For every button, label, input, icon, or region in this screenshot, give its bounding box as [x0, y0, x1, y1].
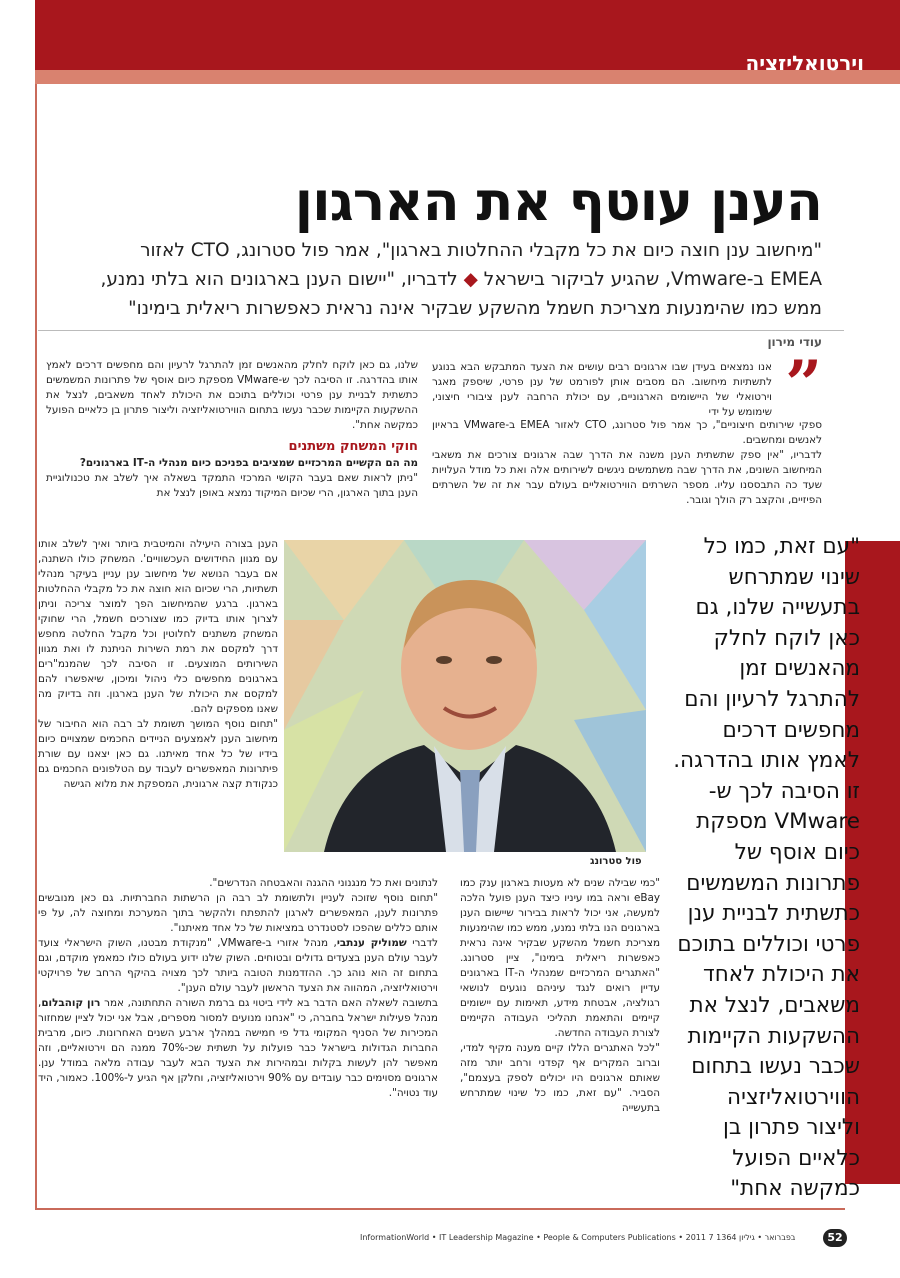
column-2-wrap	[38, 537, 278, 792]
lower-right-para-2: "לכל האתגרים הללו קיים מענה מקיף למדי, וברוב המקרים אף קפדני ורחב יותר מזה שאותם ארגונים היו יכולים לספק בעצמם", הסביר. "עם זאת, כמו כל שינוי שמתרחש בתעשייה	[460, 1042, 660, 1114]
quote-intro-2: בתשובה לשאלה האם הדבר בא לידי ביטוי גם ברמת השורה התחתונה, אמר	[104, 997, 438, 1009]
article-subtitle	[77, 236, 822, 323]
column-1-continue	[432, 418, 822, 508]
section-heading: חוקי המשחק משתנים	[288, 439, 418, 454]
col1-para-2: לדבריו, "אין ספק שתשתית הענן משנה את הדרך שבה ארגונים צורכים את משאבי המיחשוב השונים, את הדרך שבה משתמשים ניגשים לשירותים אלה ואת כל מודל העלויות שעד כה התבססנו עליו. מספר השרתים הווירטואליים בעולם עבר את זה של השרתים הפיזיים, והקצב רק הולך וגובר.	[432, 449, 822, 506]
lower-left-para-4	[38, 996, 438, 1101]
page-number: 52	[823, 1229, 847, 1247]
column-2-bottom	[38, 876, 438, 1101]
subtitle-line-3: ממש כמו שהימנעות מצריכת חשמל מהשקע שבקיר אינה נראית כאפשרות ריאלית בימינו"	[128, 298, 822, 319]
subtitle-line-2	[77, 265, 822, 294]
subtitle-line-2b: לדבריו, "יישום הענן בארגונים הוא בלתי נמנע,	[100, 269, 458, 290]
quote-body-2: , מנהל פעילות ישראל בחברה, כי "אנחנו מנועים למסור מספרים, אבל אני יכול לציין שמחזור המכירות של הסניף המקומי גדל פי חמישה במהלך ארבע השנים האחרונות. כיום, מרבית החברות הגדולות בישראל כבר פועלות על תשתית שכ-70% ממנה הם וירטואליים, וזה מאפשר להן לעשות בקלות ובמהירות את הצעד הבא לעבר עבודה מלאה במודל ענן. ארגונים מסוימים כבר עובדים עם 90% וירטואליזציה, וחלקן אף הגיע ל-100%. כאמור, היד עוד נטויה".	[38, 997, 438, 1099]
interview-question: מה הם הקשיים המרכזיים שמציבים בפניכם כיום מנהלי ה-IT בארגונים?	[79, 457, 418, 469]
person-name-2: רון קוהבלום	[41, 997, 101, 1009]
divider	[38, 330, 844, 331]
lower-left-para-3	[38, 936, 438, 996]
diamond-icon: ◆	[463, 269, 478, 290]
lower-left-para-2: "תחום נוסף שזוכה לעניין ולתשומת לב רבה הן הרשתות החברתיות. גם כאן מנובשים פתרונות לענן, המאפשרים לארגון להתפתח ולהקשר בתוך המערכת ומחוצה לה, על פי אותם כללים שהפכו לסטנדרט במציאות של כל אחד מאיתנו".	[38, 892, 438, 934]
subtitle-line-1: "מיחשוב ענן חוצה כיום את כל מקבלי ההחלטות בארגון", אמר פול סטרונג, CTO לאזור	[140, 240, 822, 261]
column-1-bottom	[460, 876, 660, 1116]
frame-left	[35, 84, 37, 1210]
quote-mark-icon: ”	[785, 347, 822, 422]
subtitle-line-2a: EMEA ב-Vmware, שהגיע לביקור בישראל	[483, 269, 822, 290]
footer-credits: InformationWorld • IT Leadership Magazine • People & Computers Publications • 2011 7 בפברואר • גיליון 1364	[360, 1233, 796, 1242]
author-byline: עודי מירון	[767, 335, 822, 349]
column-2-top	[46, 358, 418, 501]
lower-left-para-1: לנתונים ואת כל מנגנוני ההגנה והאבטחה הנדרשים".	[209, 877, 438, 889]
column-1-top: אנו נמצאים בעידן שבו ארגונים רבים עושים את הצעד המתבקש הבא בנוגע לתשתיות מיחשוב. הם מסבים אותן לפורמט של ענן פרטי, שיספק מאגר וירטואלי של היישומים הארגוניים, עם יכולת הרחבה לענן ציבורי חיצוני, שימומש על ידי	[432, 361, 772, 418]
photo-caption: פול סטרונג	[590, 856, 642, 867]
wrap-para-2: "תחום נוסף המושך תשומת לב רבה הוא החיבור של מיחשוב הענן לאמצעים הניידים החכמים שמצויים כיום בידיו של כל אחד מאיתנו. גם כאן יצאנו עם שורת פיתרונות המאפשרים לעבוד עם הטלפונים החכמים גם כנקודת קצה ארגונית, המספקת את מלוא הגישה	[38, 718, 278, 790]
lower-right-para-1: "כמי שבילה שנים לא מעטות בארגון ענק כמו eBay וראה במו עיניו כיצד הענן פועל הלכה למעשה, אני יכול לראות בבירור שיישום הענן בארגונים הנו בלתי נמנע, ממש כמו שהימנעות מצריכת חשמל מהשקע שבקיר אינה נראית כאפשרות ריאלית בימינו", ציין סטרונג. "האתגרים המרכזיים שמנהלי ה-IT בארגונים עדיין רואים לנגד עיניהם נוגעים לנושאי רגולציה, אבטחת מידע, תאימות עם יישומים קיימים והתאמת תהליכי העבודה הקיימים לצורת העבודה החדשה.	[460, 877, 660, 1039]
frame-bottom	[35, 1208, 845, 1210]
portrait-photo	[284, 540, 646, 852]
person-name-1: שמוליק ענתבי	[336, 937, 407, 949]
col1-para-1b: ספקי שירותים חיצוניים", כך אמר פול סטרונג, CTO לאזור EMEA ב-VMware בראיון לאנשים ומחשבים.	[432, 419, 822, 446]
col2-para-1: שלנו, גם כאן לוקח לחלק מהאנשים זמן להתרגל לרעיון והם מחפשים דרכים לאמץ אותו בהדרגה. זו הסיבה לכך ש-VMware מספקת כיום אוסף של פתרונות המשמשים כתשתית לבניית ענן פרטי וכוללים בתוכם את היכולת לאחד משאבים, לנצל את ההשקעות הקיימות שכבר נעשו בתחום הווירטואליזציה וליצור פתרון בן כלאיים הפועל כמקשה אחת".	[46, 359, 419, 431]
portrait-illustration	[284, 540, 646, 852]
quote-body-1: , מנהל אזורי ב-VMware, "מנקודת מבטנו, השוק הישראלי צועד לעבר עולם הענן בצעדים גדולים ובטוחים. השוק שלנו ידוע בעולם כולו כמאמץ מוקדם, וגם בתחום זה הוא נוהג כך. ההזדמנות הטובה ביותר לכך מצויה בהיקף הרחב של פרויקטי וירטואליזציה, המהווה את הצעד הראשון לעבר עולם הענן".	[38, 937, 438, 994]
article-title: הענן עוטף את הארגון	[294, 170, 822, 233]
pull-quote: "עם זאת, כמו כל שינוי שמתרחש בתעשייה שלנו, גם כאן לוקח לחלק מהאנשים זמן להתרגל לרעיון והם מחפשים דרכים לאמץ אותו בהדרגה. זו הסיבה לכך ש-VMware מספקת כיום אוסף של פתרונות המשמשים כתשתית לבניית ענן פרטי וכוללים בתוכם את היכולת לאחד משאבים, לנצל את ההשקעות הקיימות שכבר נעשו בתחום הווירטואליזציה וליצור פתרון בן כלאיים הפועל כמקשה אחת"	[673, 534, 860, 1202]
section-label: וירטואליזציה	[745, 51, 864, 75]
wrap-para-1: הענן בצורה היעילה והמיטבית ביותר ואיך לשלב אותו עם מגוון החידושים העכשוויים'. המשחק כולו השתנה, אם בעבר הנושא של מיחשוב ענן עניין בעיקר מנהלי תשתיות, הרי שכיום הוא חוצה את כל מקבלי ההחלטות בארגון. ברגע שהמיחשוב הפך למוצר צריכה וניתן לצרוך אותו בדיוק כמו שצורכים חשמל, הרי שחוקי המשחק משתנים לחלוטין וכל מקבל החלטה מחפש דרך למקסם את רמת השירות הניתנת לו ואת מגוון השירותים המוצעים. זו הסיבה לכך שהמנמ"רים בארגונים מחפשים כלי ניהול ומיכון, שיאפשרו להם למקסם את היכולת של הענן בארגון. וזה בדיוק מה שאנו מספקים להם.	[38, 538, 278, 715]
quote-intro-1: לדברי	[412, 937, 438, 949]
col2-para-2: "ניתן לראות שאם בעבר הקושי המרכזי התמקד בשאלה איך לשלב את טכנולוגיית הענן בתוך הארגון, הרי שכיום המיקוד נמצא באופן לנצל את	[46, 472, 418, 499]
